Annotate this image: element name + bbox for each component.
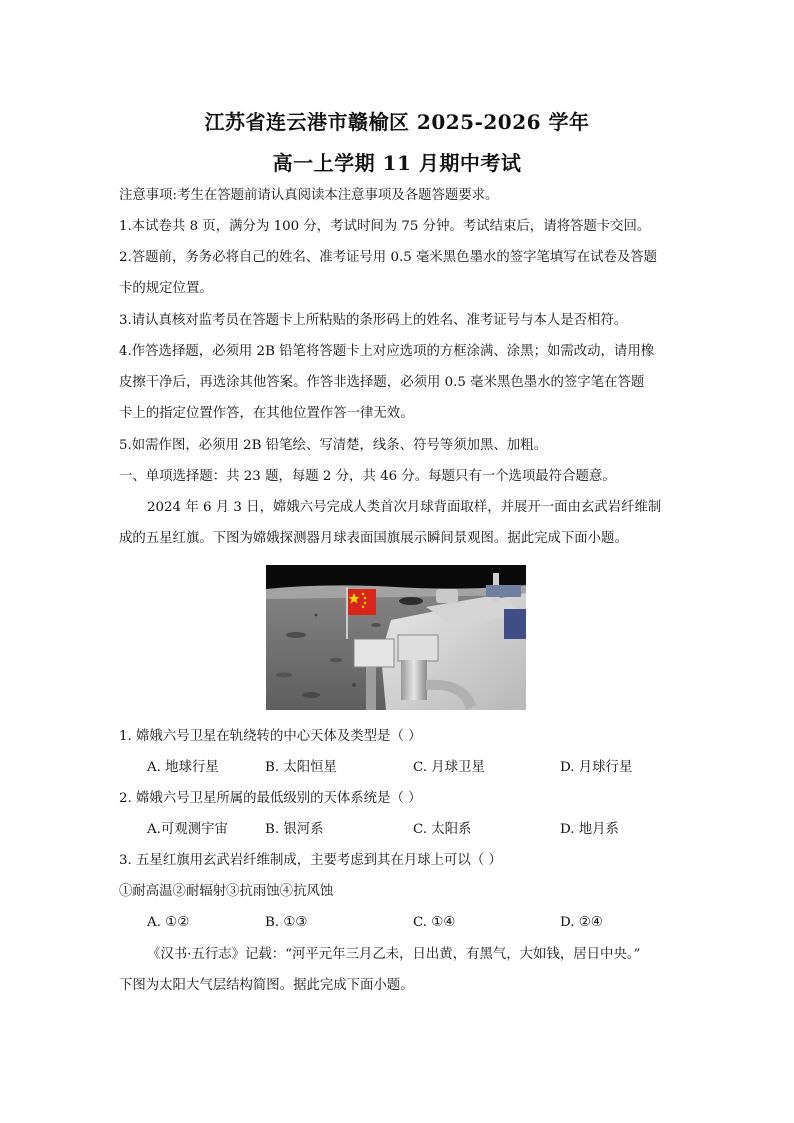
lunar-flag-figure [266, 565, 526, 710]
note-1: 1.本试卷共 8 页，满分为 100 分，考试时间为 75 分钟。考试结束后，请将答题卡交回。 [119, 219, 651, 234]
question-1-option-a[interactable]: A. 地球行星 [147, 760, 219, 775]
exam-title-line2: 高一上学期 11 月期中考试 [272, 151, 522, 175]
lunar-scene-illustration [266, 565, 526, 710]
note-2-line2: 卡的规定位置。 [119, 281, 213, 296]
question-3-option-b[interactable]: B. ①③ [265, 915, 308, 930]
notes-heading: 注意事项:考生在答题前请认真阅读本注意事项及各题答题要求。 [119, 188, 499, 203]
passage-2-line1: 《汉书·五行志》记载：“河平元年三月乙未，日出黄，有黑气，大如钱，居日中央。” [147, 947, 641, 962]
question-1-stem: 1. 嫦娥六号卫星在轨绕转的中心天体及类型是（ ） [119, 729, 422, 744]
question-2-option-a[interactable]: A.可观测宇宙 [147, 822, 228, 837]
question-3-option-a[interactable]: A. ①② [147, 915, 190, 930]
question-1-option-b[interactable]: B. 太阳恒星 [265, 760, 337, 775]
question-2-option-d[interactable]: D. 地月系 [560, 822, 619, 837]
note-2-line1: 2.答题前，务务必将自己的姓名、准考证号用 0.5 毫米黑色墨水的签字笔填写在试卷及答题 [119, 250, 658, 265]
question-2-option-b[interactable]: B. 银河系 [265, 822, 324, 837]
question-2-stem: 2. 嫦娥六号卫星所属的最低级别的天体系统是（ ） [119, 791, 422, 806]
question-1-option-c[interactable]: C. 月球卫星 [413, 760, 485, 775]
note-4-line3: 卡上的指定位置作答，在其他位置作答一律无效。 [119, 406, 414, 421]
passage-2-line2: 下图为太阳大气层结构简图。据此完成下面小题。 [119, 978, 414, 993]
note-4-line2: 皮擦干净后，再选涂其他答案。作答非选择题，必须用 0.5 毫米黑色墨水的签字笔在答题 [119, 375, 645, 390]
note-5: 5.如需作图，必须用 2B 铅笔绘、写清楚，线条、符号等须加黑、加粗。 [119, 438, 547, 453]
note-4-line1: 4.作答选择题，必须用 2B 铅笔将答题卡上对应选项的方框涂满、涂黑；如需改动，请用橡 [119, 344, 655, 359]
question-3-stem: 3. 五星红旗用玄武岩纤维制成，主要考虑到其在月球上可以（ ） [119, 853, 502, 868]
exam-title-line1: 江苏省连云港市赣榆区 2025-2026 学年 [204, 110, 590, 134]
section-heading: 一、单项选择题：共 23 题，每题 2 分，共 46 分。每题只有一个选项最符合题意。 [119, 469, 616, 484]
passage-1-line1: 2024 年 6 月 3 日，嫦娥六号完成人类首次月球背面取样，并展开一面由玄武岩纤维制 [147, 500, 662, 515]
question-2-option-c[interactable]: C. 太阳系 [413, 822, 472, 837]
passage-1-line2: 成的五星红旗。下图为嫦娥探测器月球表面国旗展示瞬间景观图。据此完成下面小题。 [119, 531, 628, 546]
question-3-option-c[interactable]: C. ①④ [413, 915, 456, 930]
question-1-option-d[interactable]: D. 月球行星 [560, 760, 633, 775]
question-3-statements: ①耐高温②耐辐射③抗雨蚀④抗风蚀 [119, 884, 334, 899]
note-3: 3.请认真核对监考员在答题卡上所粘贴的条形码上的姓名、准考证号与本人是否相符。 [119, 313, 628, 328]
question-3-option-d[interactable]: D. ②④ [560, 915, 603, 930]
